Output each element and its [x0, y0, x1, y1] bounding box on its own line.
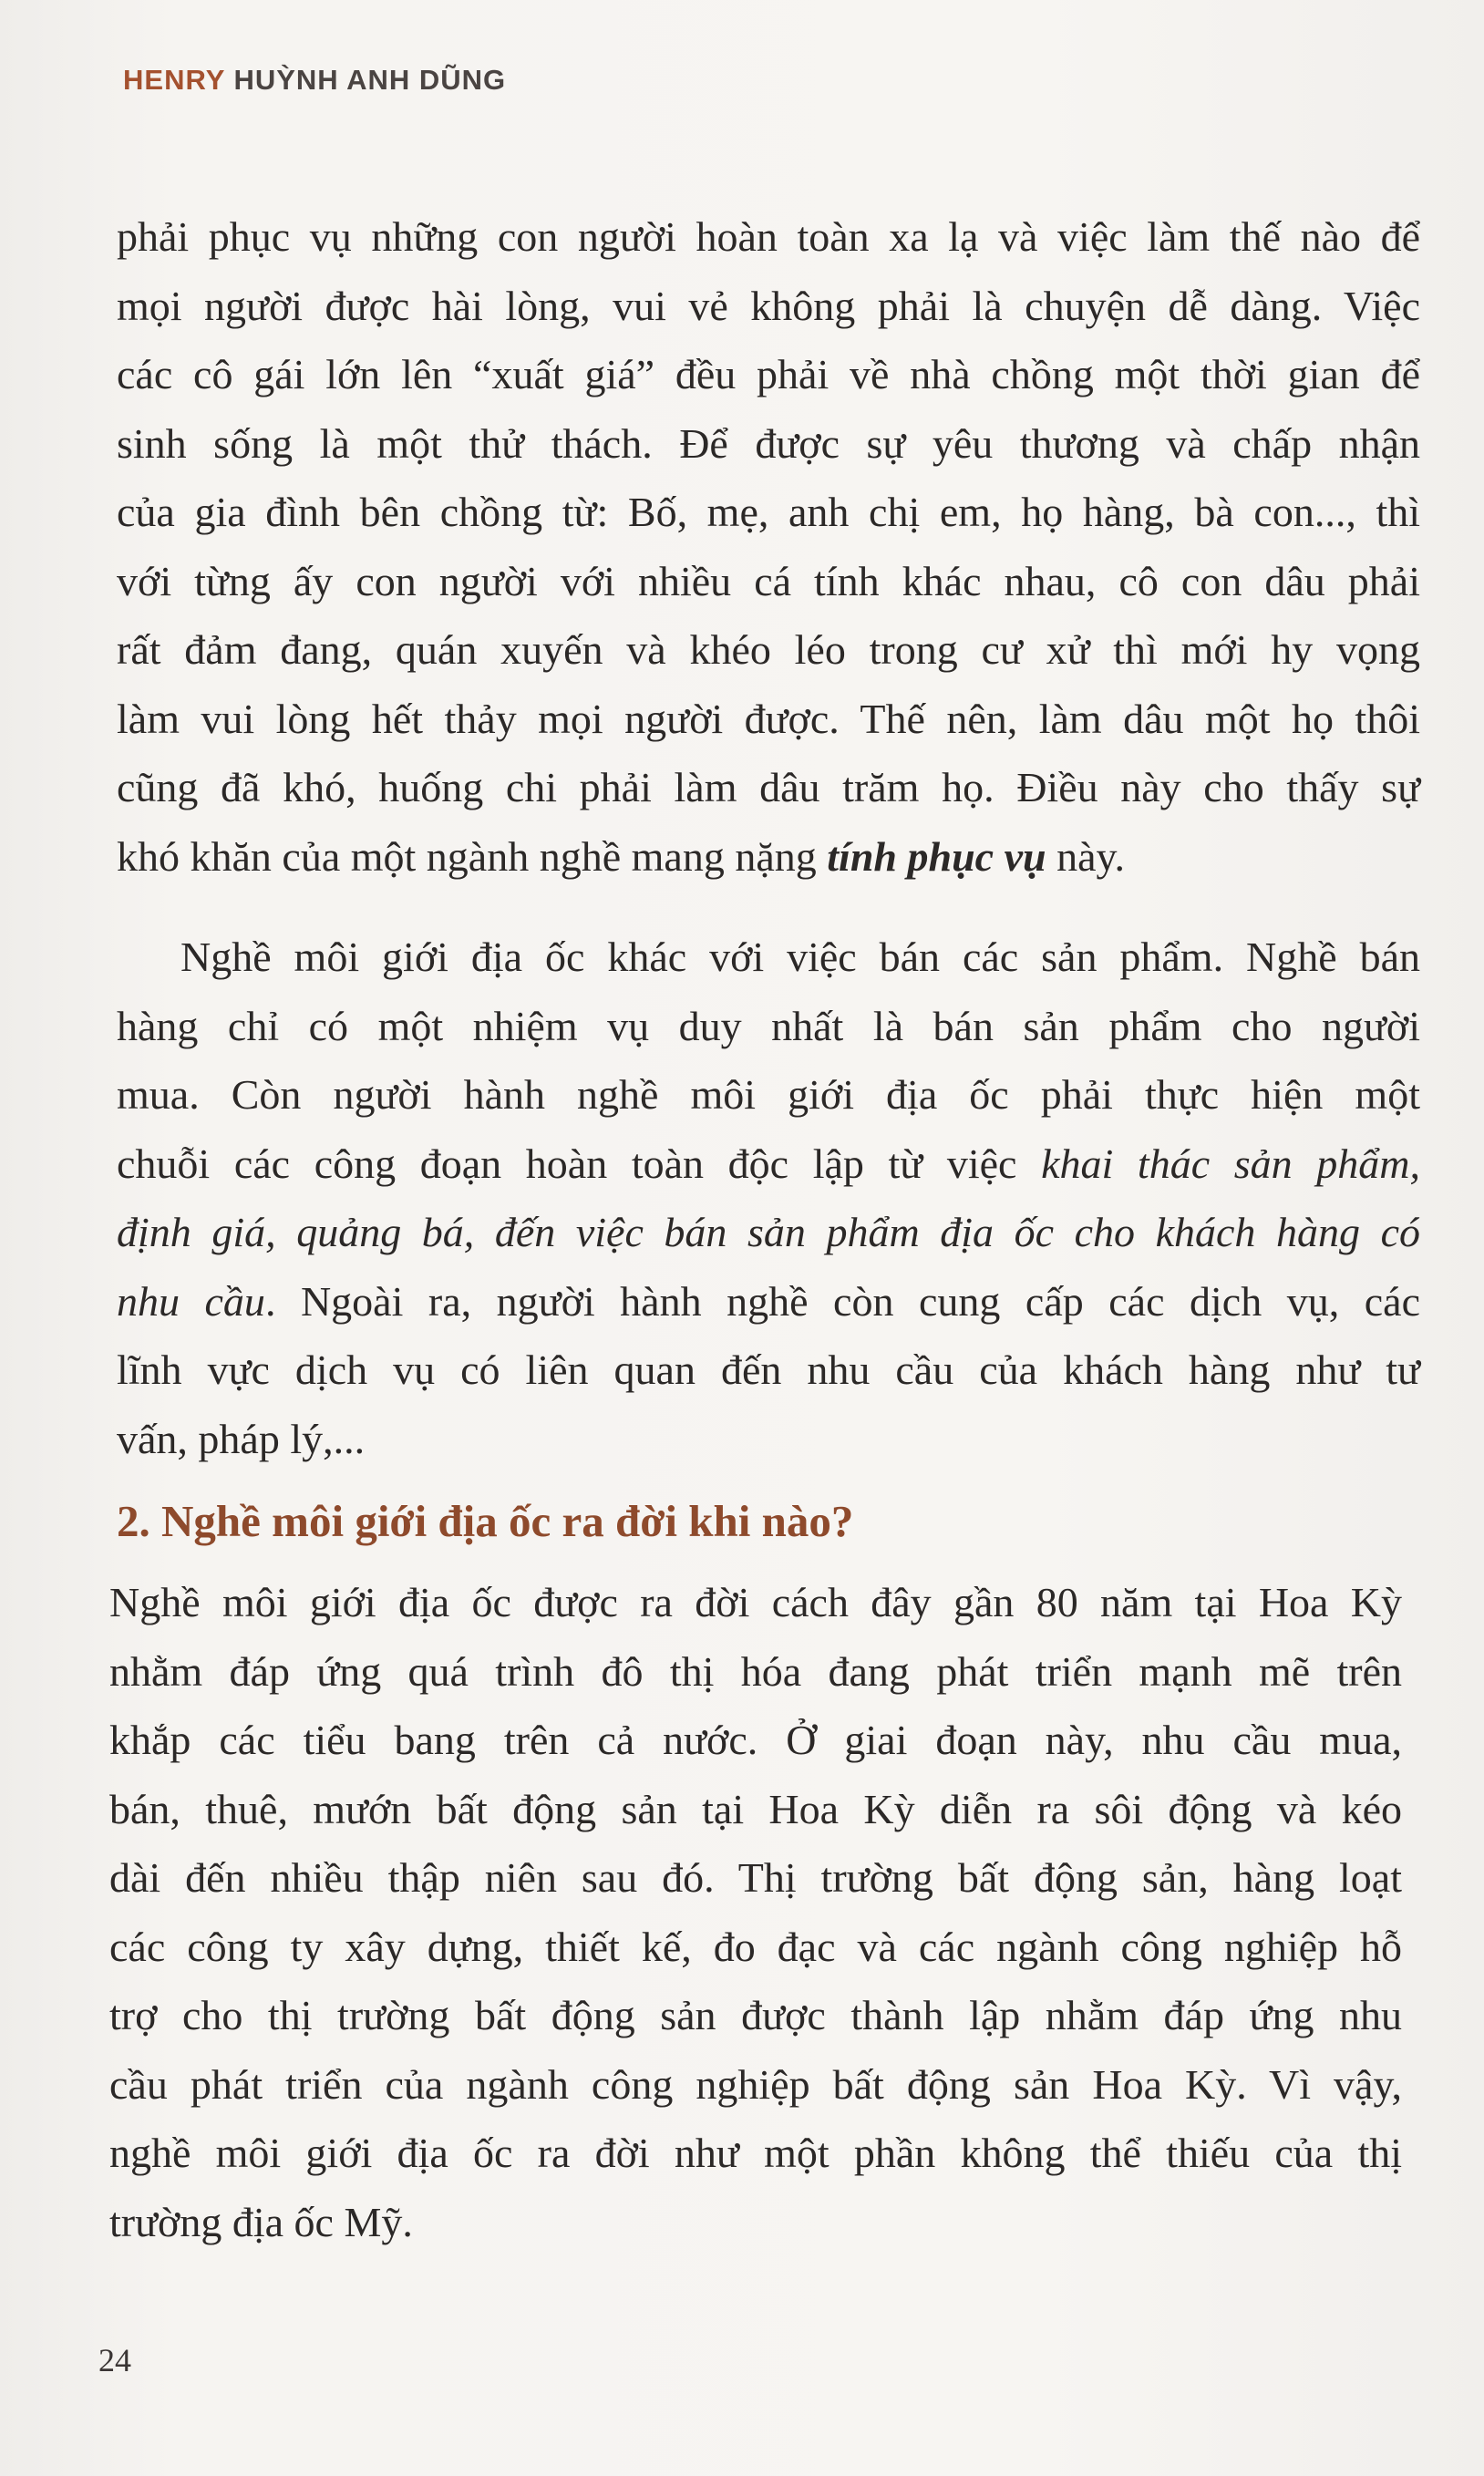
text-line: bán, thuê, mướn bất động sản tại Hoa Kỳ diễn ra sôi động và kéo [109, 1785, 1402, 1832]
text-segment: . Ngoài ra, người hành nghề còn cung cấp các dịch vụ, các [264, 1277, 1421, 1325]
text-line: với từng ấy con người với nhiều cá tính khác nhau, cô con dâu phải [117, 557, 1420, 604]
text-segment: này. [1046, 832, 1126, 880]
text-line: rất đảm đang, quán xuyến và khéo léo trong cư xử thì mới hy vọng [117, 626, 1420, 673]
text-line: mọi người được hài lòng, vui vẻ không phải là chuyện dễ dàng. Việc [117, 282, 1420, 329]
text-line: dài đến nhiều thập niên sau đó. Thị trường bất động sản, hàng loạt [109, 1854, 1402, 1901]
text-line [117, 822, 1420, 892]
text-line: hàng chỉ có một nhiệm vụ duy nhất là bán sản phẩm cho người [117, 1002, 1420, 1049]
text-line [117, 1267, 1420, 1336]
section-heading: 2. Nghề môi giới địa ốc ra đời khi nào? [117, 1496, 854, 1546]
text-line [117, 1198, 1420, 1267]
text-line: nhằm đáp ứng quá trình đô thị hóa đang phát triển mạnh mẽ trên [109, 1647, 1402, 1695]
text-line: Nghề môi giới địa ốc khác với việc bán các sản phẩm. Nghề bán [180, 934, 1420, 980]
text-line: trường địa ốc Mỹ. [109, 2198, 413, 2245]
text-line: làm vui lòng hết thảy mọi người được. Thế nên, làm dâu một họ thôi [117, 695, 1420, 742]
text-line: các công ty xây dựng, thiết kế, đo đạc và các ngành công nghiệp hỗ [109, 1923, 1402, 1970]
italic-text: nhu cầu [117, 1277, 265, 1325]
running-header [123, 64, 506, 97]
text-line: sinh sống là một thử thách. Để được sự yêu thương và chấp nhận [117, 419, 1420, 467]
text-line: trợ cho thị trường bất động sản được thành lập nhằm đáp ứng nhu [109, 1992, 1402, 2038]
text-line: các cô gái lớn lên “xuất giá” đều phải về nhà chồng một thời gian để [117, 351, 1420, 397]
emphasis-text: tính phục vụ [827, 832, 1046, 880]
text-segment: chuỗi các công đoạn hoàn toàn độc lập từ việc [117, 1140, 1042, 1187]
text-line: nghề môi giới địa ốc ra đời như một phần không thể thiếu của thị [109, 2130, 1402, 2176]
author-first-name: HENRY [123, 64, 225, 96]
paragraph-2 [117, 923, 1420, 1473]
text-line: cũng đã khó, huống chi phải làm dâu trăm họ. Điều này cho thấy sự [117, 764, 1420, 810]
text-line: của gia đình bên chồng từ: Bố, mẹ, anh chị em, họ hàng, bà con..., thì [117, 489, 1420, 535]
text-line: khắp các tiểu bang trên cả nước. Ở giai đoạn này, nhu cầu mua, [109, 1717, 1402, 1763]
text-line: phải phục vụ những con người hoàn toàn xa lạ và việc làm thế nào để [117, 213, 1420, 260]
text-line [117, 1130, 1420, 1199]
text-line: lĩnh vực dịch vụ có liên quan đến nhu cầu của khách hàng như tư [117, 1346, 1420, 1393]
text-line: Nghề môi giới địa ốc được ra đời cách đây gần 80 năm tại Hoa Kỳ [109, 1579, 1402, 1625]
author-last-name: HUỲNH ANH DŨNG [233, 64, 507, 96]
text-segment: khó khăn của một ngành nghề mang nặng [117, 832, 828, 880]
italic-text: khai thác sản phẩm, [1041, 1140, 1421, 1187]
paragraph-1 [117, 202, 1420, 891]
paragraph-3 [109, 1568, 1402, 2256]
text-line: cầu phát triển của ngành công nghiệp bất động sản Hoa Kỳ. Vì vậy, [109, 2060, 1402, 2108]
page-number: 24 [98, 2342, 131, 2378]
text-line: vấn, pháp lý,... [117, 1415, 366, 1462]
italic-text: định giá, quảng bá, đến việc bán sản phẩm địa ốc cho khách hàng có [117, 1209, 1420, 1255]
text-line: mua. Còn người hành nghề môi giới địa ốc phải thực hiện một [117, 1071, 1420, 1118]
